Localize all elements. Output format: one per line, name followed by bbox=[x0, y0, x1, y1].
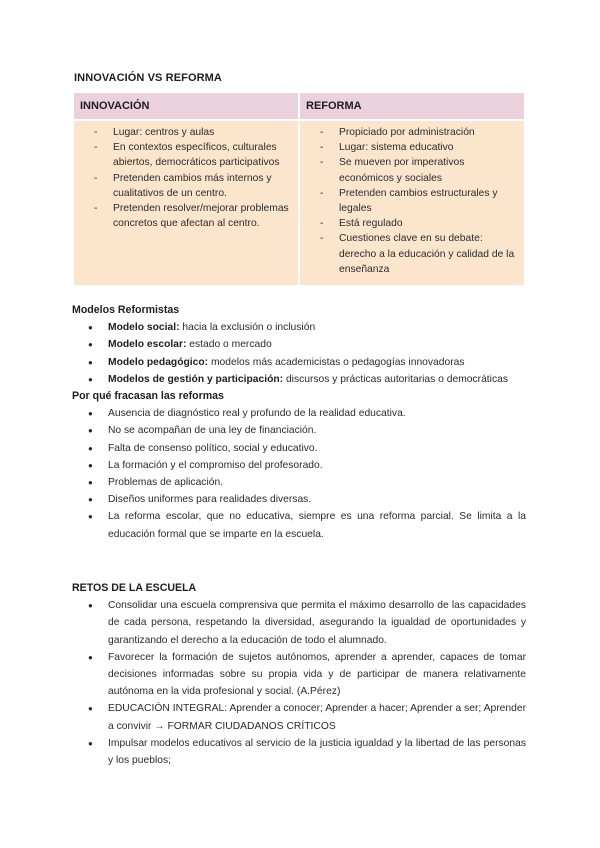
item-text: discursos y prácticas autoritarias o democráticas bbox=[283, 373, 508, 385]
reforma-cell bbox=[300, 121, 524, 285]
list-item: - Cuestiones clave en su debate: derecho a la educación y calidad de la enseñanza bbox=[304, 231, 516, 277]
section-title-innovacion-vs-reforma: INNOVACIÓN VS REFORMA bbox=[74, 72, 222, 84]
retos-heading: RETOS DE LA ESCUELA bbox=[72, 582, 197, 594]
reforma-list bbox=[304, 125, 516, 277]
table-header-row bbox=[74, 93, 524, 119]
retos-list bbox=[72, 597, 526, 769]
list-item bbox=[72, 354, 526, 371]
innovacion-list bbox=[78, 125, 290, 231]
list-item: - Pretenden resolver/mejorar problemas concretos que afectan al centro. bbox=[78, 201, 290, 231]
list-item: ● EDUCACIÓN INTEGRAL: Aprender a conocer; Aprender a hacer; Aprender a ser; Aprender a convivir → FORMAR CIUDADANOS CRÍTICOS bbox=[72, 700, 526, 734]
item-label: Modelo pedagógico: bbox=[108, 356, 209, 368]
header-reforma: REFORMA bbox=[300, 93, 524, 119]
list-item: - Está regulado bbox=[304, 216, 516, 231]
header-innovacion: INNOVACIÓN bbox=[74, 93, 298, 119]
list-item: ● No se acompañan de una ley de financiación. bbox=[72, 422, 526, 439]
list-item: ● La formación y el compromiso del profesorado. bbox=[72, 457, 526, 474]
comparison-table bbox=[72, 91, 526, 287]
list-item: ● Consolidar una escuela comprensiva que permita el máximo desarrollo de las capacidades de cada persona, respetando la diversidad, asegurando la igualdad de oportunidades y garantizando el derecho a la educación de todo el alumnado. bbox=[72, 597, 526, 649]
list-item: ● Problemas de aplicación. bbox=[72, 474, 526, 491]
list-item: - Lugar: sistema educativo bbox=[304, 140, 516, 155]
table-body-row bbox=[74, 121, 524, 285]
item-label: Modelos de gestión y participación: bbox=[108, 373, 284, 385]
list-item: - Pretenden cambios más internos y cualitativos de un centro. bbox=[78, 171, 290, 201]
item-text: modelos más academicistas o pedagogías innovadoras bbox=[208, 356, 465, 368]
list-item: - Pretenden cambios estructurales y legales bbox=[304, 186, 516, 216]
item-label: Modelo escolar: bbox=[108, 339, 187, 351]
list-item: ● La reforma escolar, que no educativa, siempre es una reforma parcial. Se limita a la educación formal que se imparte en la escuela. bbox=[72, 508, 526, 542]
item-label: Modelo social: bbox=[108, 322, 180, 334]
list-item: ● Ausencia de diagnóstico real y profundo de la realidad educativa. bbox=[72, 405, 526, 422]
innovacion-cell bbox=[74, 121, 298, 285]
list-item bbox=[72, 319, 526, 336]
list-item bbox=[72, 371, 526, 388]
list-item: - Propiciado por administración bbox=[304, 125, 516, 140]
fracasan-list bbox=[72, 405, 526, 543]
item-text: hacia la exclusión o inclusión bbox=[179, 322, 316, 334]
list-item: ● Falta de consenso político, social y educativo. bbox=[72, 440, 526, 457]
list-item bbox=[72, 336, 526, 353]
modelos-list bbox=[72, 319, 526, 388]
list-item: ● Diseños uniformes para realidades diversas. bbox=[72, 491, 526, 508]
item-text: estado o mercado bbox=[186, 339, 272, 351]
modelos-section bbox=[72, 302, 526, 543]
fracasan-heading: Por qué fracasan las reformas bbox=[72, 390, 224, 403]
list-item: ● Impulsar modelos educativos al servicio de la justicia igualdad y la libertad de las personas y los pueblos; bbox=[72, 735, 526, 769]
modelos-heading: Modelos Reformistas bbox=[72, 304, 180, 316]
list-item: - En contextos específicos, culturales abiertos, democráticos participativos bbox=[78, 140, 290, 170]
retos-section bbox=[72, 580, 526, 769]
list-item: - Lugar: centros y aulas bbox=[78, 125, 290, 140]
list-item: ● Favorecer la formación de sujetos autónomos, aprender a aprender, capaces de tomar decisiones informadas sobre su propia vida y de participar de manera relativamente autónoma en la vida profesional y social. (A.Pérez) bbox=[72, 649, 526, 701]
list-item: - Se mueven por imperativos económicos y sociales bbox=[304, 155, 516, 185]
